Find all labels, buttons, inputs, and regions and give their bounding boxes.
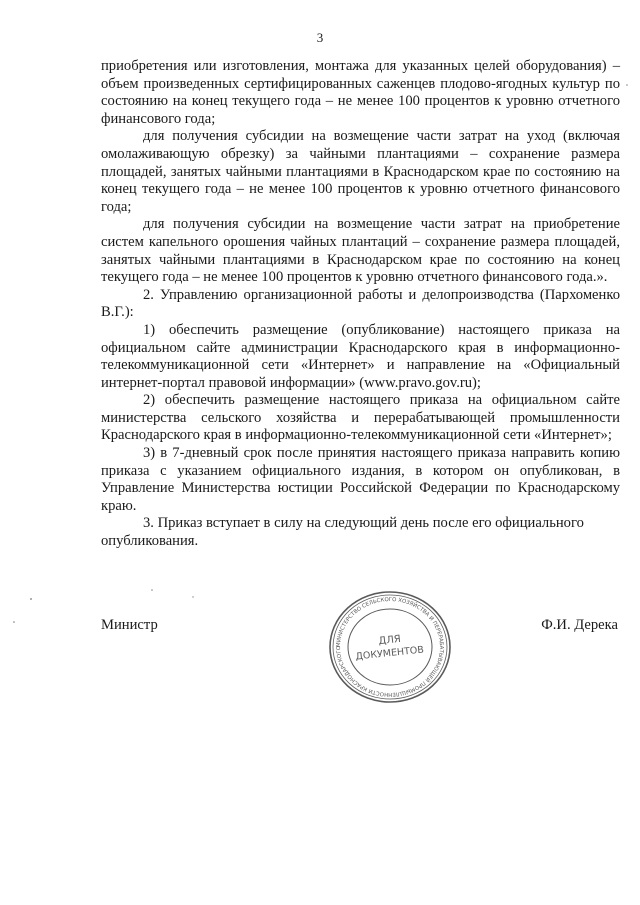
- signature-title: Министр: [101, 617, 158, 633]
- paragraph-tea-care: для получения субсидии на возмещение части затрат на уход (включая омолаживающую обрезку) за чайными плантациями – сохранение размера площадей, занятых чайными плантациями в Краснодарском крае по состоянию на конец текущего года – не менее 100 процентов к уровню отчетного финансового года;: [101, 128, 620, 215]
- page-number: 3: [316, 30, 324, 45]
- paragraph-drip-irrigation: для получения субсидии на возмещение части затрат на приобретение систем капельного орошения чайных плантаций – сохранение размера площадей, занятых чайными плантациями в Краснодарском крае по состоянию на конец текущего года – не менее 100 процентов к уровню отчетного финансового года.».: [101, 216, 620, 286]
- seal-center-line1: ДЛЯ: [378, 633, 402, 648]
- paragraph-subitem-3: 3) в 7-дневный срок после принятия настоящего приказа направить копию приказа с указанием официального издания, в котором он опубликован, в Управление Министерства юстиции Российской Федерации по Краснодарскому краю.: [101, 445, 620, 514]
- paragraph-item-2: 2. Управлению организационной работы и делопроизводства (Пархоменко В.Г.):: [101, 286, 620, 321]
- signature-name: Ф.И. Дерека: [541, 617, 618, 633]
- seal-ring-text: МИНИСТЕРСТВО СЕЛЬСКОГО ХОЗЯЙСТВА И ПЕРЕРАБАТЫВАЮЩЕЙ ПРОМЫШЛЕННОСТИ КРАСНОДАРСКОГО: [335, 596, 445, 698]
- paragraph-item-3: 3. Приказ вступает в силу на следующий день после его официального опубликования.: [101, 515, 584, 550]
- seal-center-line2: ДОКУМЕНТОВ: [355, 644, 425, 663]
- paragraph-subitem-2: 2) обеспечить размещение настоящего приказа на официальном сайте министерства сельского хозяйства и перерабатывающей промышленности Краснодарского края в информационно-телекоммуникационной сети «Интернет»;: [101, 392, 620, 444]
- official-seal: [324, 588, 456, 706]
- document-body: [101, 58, 620, 551]
- paragraph-fruit-seedlings: приобретения или изготовления, монтажа для указанных целей оборудования) – объем произведенных сертифицированных саженцев плодово-ягодных культур по состоянию на конец текущего года – не менее 100 процентов к уровню отчетного финансового года;: [101, 58, 620, 127]
- paragraph-subitem-1: 1) обеспечить размещение (опубликование) настоящего приказа на официальном сайте администрации Краснодарского края в информационно-телекоммуникационной сети «Интернет» и направление на «Официальный интернет-портал правовой информации» (www.pravo.gov.ru);: [101, 321, 620, 391]
